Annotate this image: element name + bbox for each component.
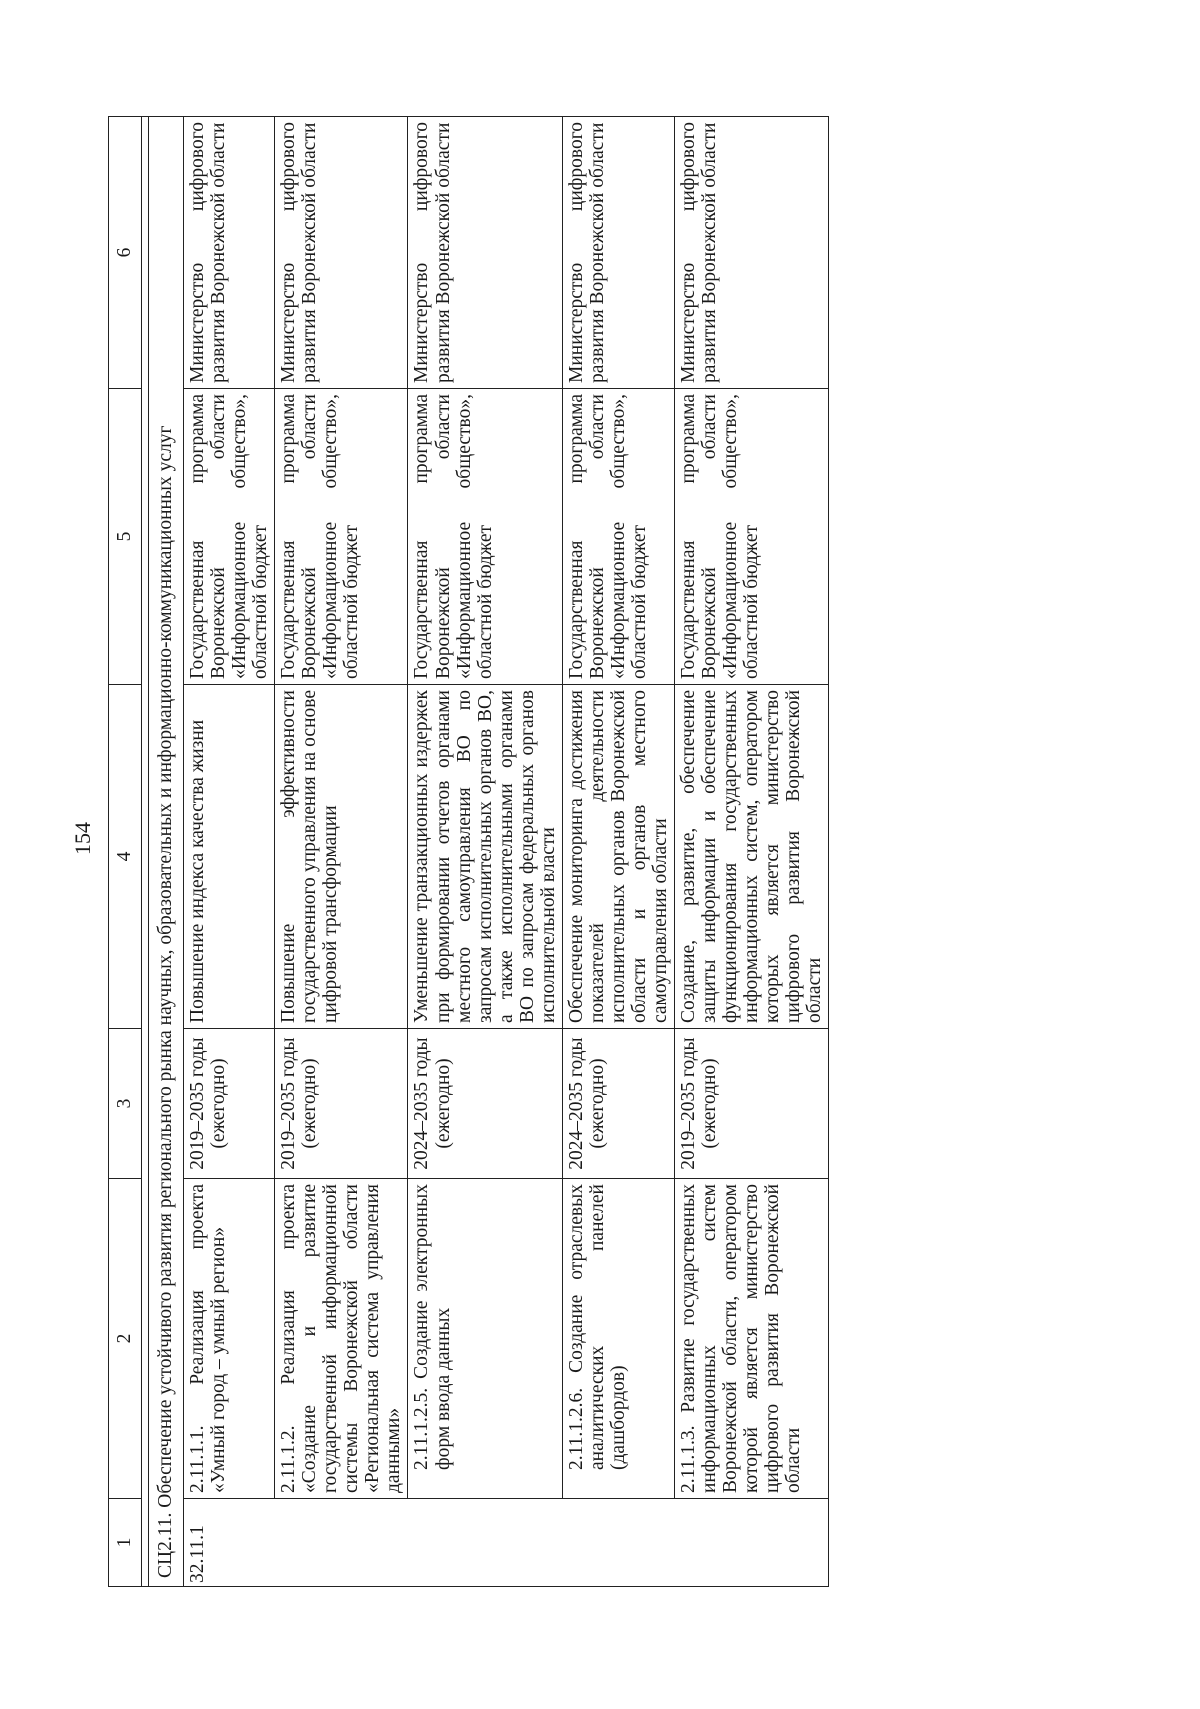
executor-cell: Министерство цифрового развития Воронежской области [184,117,275,389]
period-cell: 2019–2035 годы (ежегодно) [184,1029,275,1179]
executor-cell: Министерство цифрового развития Воронежской области [408,117,562,389]
col-header-5: 5 [109,389,142,685]
measures-table [108,116,829,1587]
executor-cell: Министерство цифрового развития Воронежской области [562,117,674,389]
measure-cell: 2.11.1.3. Развитие государственных информационных систем Воронежской области, оператором которой является министерство цифрового развития Воронежской области [675,1179,829,1499]
spacer-row [142,117,149,1587]
executor-cell: Министерство цифрового развития Воронежской области [275,117,408,389]
col-header-6: 6 [109,117,142,389]
period-cell: 2024–2035 годы (ежегодно) [408,1029,562,1179]
measure-cell: 2.11.1.2.6. Создание отраслевых аналитических панелей (дашбордов) [562,1179,674,1499]
section-row [149,117,184,1587]
measure-cell: 2.11.1.2.5. Создание электронных форм ввода данных [408,1179,562,1499]
table-row [562,117,674,1587]
result-cell: Уменьшение транзакционных издержек при формировании отчетов органами местного самоуправления ВО по запросам исполнительных органов ВО, а также исполнительными органами ВО по запросам федеральных органов исполнительной власти [408,685,562,1029]
col-header-2: 2 [109,1179,142,1499]
period-cell: 2024–2035 годы (ежегодно) [562,1029,674,1179]
source-cell: Государственная программа Воронежской области «Информационное общество», областной бюджет [408,389,562,685]
source-cell: Государственная программа Воронежской области «Информационное общество», областной бюджет [275,389,408,685]
source-cell: Государственная программа Воронежской области «Информационное общество», областной бюджет [184,389,275,685]
col-header-3: 3 [109,1029,142,1179]
table-row [675,117,829,1587]
source-cell: Государственная программа Воронежской области «Информационное общество», областной бюджет [562,389,674,685]
table-row [184,117,275,1587]
period-cell: 2019–2035 годы (ежегодно) [275,1029,408,1179]
executor-cell: Министерство цифрового развития Воронежской области [675,117,829,389]
result-cell: Повышение индекса качества жизни [184,685,275,1029]
measure-cell: 2.11.1.1. Реализация проекта «Умный город – умный регион» [184,1179,275,1499]
header-row [109,117,142,1587]
table-row [275,117,408,1587]
table-row [408,117,562,1587]
section-title: СЦ2.11. Обеспечение устойчивого развития регионального рынка научных, образовательных и информационно-коммуникационных услуг [149,117,184,1587]
col-header-1: 1 [109,1499,142,1587]
result-cell: Обеспечение мониторинга достижения показателей деятельности исполнительных органов Воронежской области и органов местного самоуправления области [562,685,674,1029]
page-number: 154 [70,822,95,855]
measure-cell: 2.11.1.2. Реализация проекта «Создание и развитие государственной информационной системы Воронежской области «Региональная система управления данными» [275,1179,408,1499]
rotated-table-container [108,117,853,1587]
source-cell: Государственная программа Воронежской области «Информационное общество», областной бюджет [675,389,829,685]
col-header-4: 4 [109,685,142,1029]
period-cell: 2019–2035 годы (ежегодно) [675,1029,829,1179]
result-cell: Создание, развитие, обеспечение защиты информации и обеспечение функционирования государственных информационных систем, оператором которых является министерство цифрового развития Воронежской области [675,685,829,1029]
result-cell: Повышение эффективности государственного управления на основе цифровой трансформации [275,685,408,1029]
row-code: 32.11.1 [184,1499,829,1587]
